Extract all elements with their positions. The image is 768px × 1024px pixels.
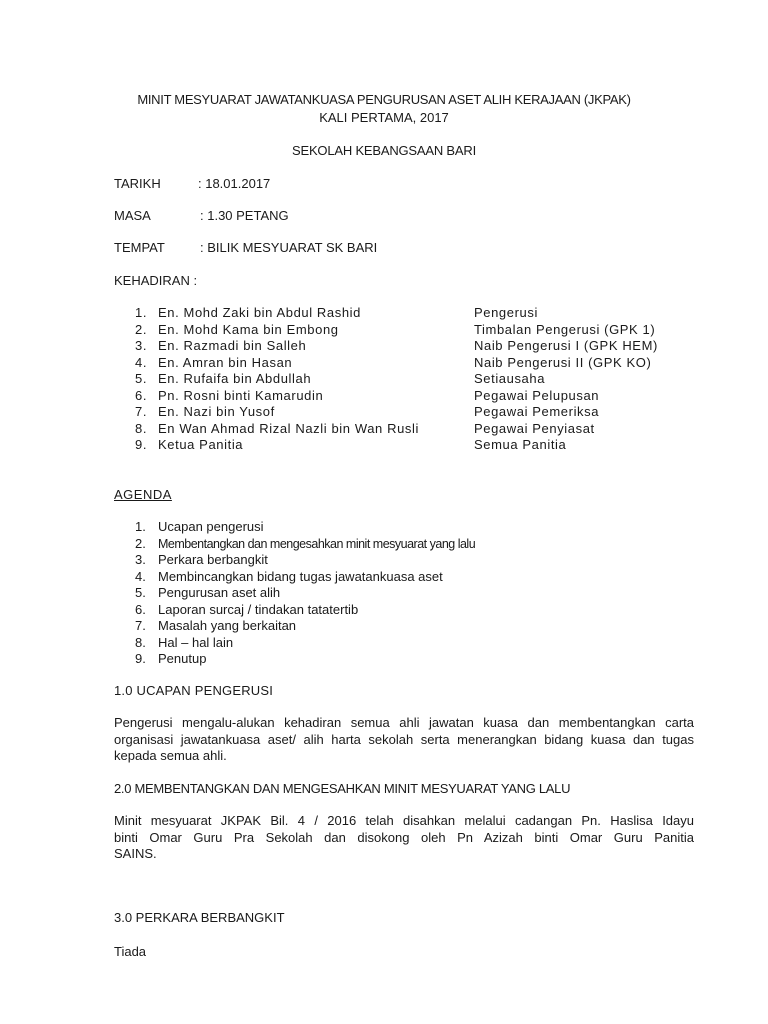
agenda-text: Masalah yang berkaitan [158,618,297,633]
section-paragraph-ucapan [114,715,694,765]
school-name: SEKOLAH KEBANGSAAN BARI [292,143,476,158]
item-number: 4. [135,568,146,584]
member-name: En. Mohd Kama bin Embong [158,321,339,337]
meta-label: MASA [114,208,151,223]
item-number: 4. [135,354,148,370]
paragraph-line: SAINS. [114,846,157,861]
document-title: MINIT MESYUARAT JAWATANKUASA PENGURUSAN ASET ALIH KERAJAAN (JKPAK) [137,92,631,107]
member-role: Timbalan Pengerusi (GPK 1) [474,321,656,337]
member-role: Naib Pengerusi II (GPK KO) [474,354,652,370]
item-number: 3. [135,338,148,353]
agenda-text: Laporan surcaj / tindakan tatatertib [158,601,359,617]
paragraph-line: Tiada [114,944,147,959]
agenda-heading: AGENDA [114,487,172,502]
member-name: En Wan Ahmad Rizal Nazli bin Wan Rusli [158,420,419,436]
item-number: 9. [135,651,146,666]
member-role: Semua Panitia [474,437,567,452]
item-number: 1. [135,519,146,534]
member-name: Ketua Panitia [158,437,244,452]
section-paragraph-perkara [114,944,694,961]
member-name: En. Nazi bin Yusof [158,404,275,419]
agenda-text: Pengurusan aset alih [158,585,281,600]
paragraph-line: binti Omar Guru Pra Sekolah dan disokong oleh Pn Azizah binti Omar Guru Panitia [114,829,694,845]
member-name: Pn. Rosni binti Kamarudin [158,387,324,403]
meta-value: : 18.01.2017 [198,176,271,191]
meta-value: : BILIK MESYUARAT SK BARI [200,240,378,255]
member-name: En. Mohd Zaki bin Abdul Rashid [158,305,361,320]
item-number: 8. [135,420,148,436]
member-name: En. Rufaifa bin Abdullah [158,371,312,386]
agenda-text: Membincangkan bidang tugas jawatankuasa aset [158,568,443,584]
item-number: 7. [135,404,148,419]
paragraph-line: kepada semua ahli. [114,748,227,763]
agenda-text: Membentangkan dan mengesahkan minit mesyuarat yang lalu [158,536,476,551]
item-number: 3. [135,552,146,567]
item-number: 8. [135,634,146,650]
item-number: 7. [135,618,146,633]
item-number: 5. [135,371,148,386]
member-role: Pengerusi [474,305,538,320]
section-heading-minit: 2.0 MEMBENTANGKAN DAN MENGESAHKAN MINIT MESYUARAT YANG LALU [114,781,571,796]
item-number: 2. [135,321,148,337]
member-role: Naib Pengerusi I (GPK HEM) [474,338,658,353]
item-number: 1. [135,305,148,320]
meta-label: TARIKH [114,176,161,191]
paragraph-line: Minit mesyuarat JKPAK Bil. 4 / 2016 telah disahkan melalui cadangan Pn. Haslisa Idayu [114,813,694,828]
meta-label: TEMPAT [114,240,165,255]
member-role: Pegawai Pelupusan [474,387,600,403]
item-number: 9. [135,437,148,452]
agenda-text: Hal – hal lain [158,634,234,650]
section-heading-perkara: 3.0 PERKARA BERBANGKIT [114,910,285,925]
meta-value: : 1.30 PETANG [200,208,289,223]
member-name: En. Razmadi bin Salleh [158,338,307,353]
member-role: Pegawai Pemeriksa [474,404,600,419]
agenda-text: Penutup [158,651,207,666]
member-role: Setiausaha [474,371,546,386]
paragraph-line: organisasi jawatankuasa aset/ alih harta sekolah serta menerangkan bidang kuasa dan tugas [114,731,694,747]
member-role: Pegawai Penyiasat [474,420,595,436]
attendance-heading: KEHADIRAN : [114,273,198,288]
section-heading-ucapan: 1.0 UCAPAN PENGERUSI [114,683,274,698]
item-number: 5. [135,585,146,600]
document-subtitle: KALI PERTAMA, 2017 [319,110,449,125]
paragraph-line: Pengerusi mengalu-alukan kehadiran semua ahli jawatan kuasa dan membentangkan carta [114,715,694,730]
item-number: 6. [135,387,148,403]
section-paragraph-minit [114,813,694,863]
member-name: En. Amran bin Hasan [158,354,293,370]
agenda-text: Ucapan pengerusi [158,519,264,534]
item-number: 6. [135,601,146,617]
item-number: 2. [135,535,146,551]
agenda-text: Perkara berbangkit [158,552,268,567]
